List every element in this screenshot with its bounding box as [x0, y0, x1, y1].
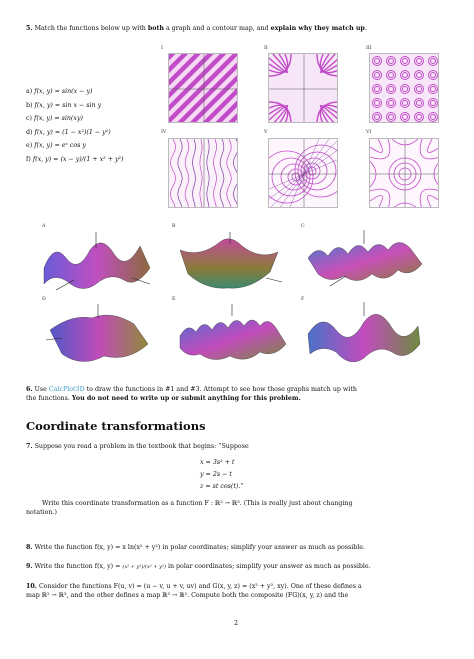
problem-9-text-1: Write the function f(x, y) =	[34, 563, 121, 570]
surface-plot-C	[300, 228, 430, 296]
equation-x: x = 3s² + t	[200, 459, 235, 466]
problem-10-line-2: map ℝ² → ℝ³, and the other defines a map ℝ³ → ℝ². Compute both the composite (FG)(x, y, z) and the	[26, 592, 349, 599]
function-item-b	[26, 102, 124, 116]
problem-5-text-a: Match the functions below up with	[34, 25, 146, 32]
problem-7-para-1: Write this coordinate transformation as a function F : ℝ² → ℝ³. (This is really just about changing	[42, 500, 353, 507]
contour-plot-VI	[369, 138, 439, 208]
contour-plot-I	[168, 53, 238, 123]
contour-label-III: III	[366, 46, 372, 51]
surface-label-F: F	[301, 297, 305, 302]
problem-5-text-d: explain why they match up	[270, 25, 365, 32]
surface-label-B: B	[172, 224, 176, 229]
function-item-f	[26, 156, 124, 170]
problem-9-fraction: (x² + y²)/(x² + y²)	[122, 564, 166, 570]
problem-8-text: Write the function f(x, y) = x ln(x² + y²) in polar coordinates; simplify your answer as much as possible.	[34, 544, 366, 551]
problem-5-text-e: .	[364, 25, 367, 32]
problem-5-text-c: a graph and a contour map, and	[165, 25, 269, 32]
function-item-e	[26, 142, 124, 156]
function-f-expr: f(x, y) = (x − y)/(1 + x² + y²)	[32, 155, 124, 163]
problem-7-line-1	[26, 443, 249, 452]
function-c-label: c)	[26, 115, 32, 123]
contour-label-V: V	[264, 130, 268, 135]
surface-label-A: A	[42, 224, 46, 229]
surface-label-E: E	[172, 297, 176, 302]
problem-6-t1: Use	[34, 386, 47, 393]
function-item-a	[26, 88, 124, 102]
problem-7-text: Suppose you read a problem in the textbook that begins: “Suppose	[34, 443, 249, 450]
function-a-label: a)	[26, 88, 33, 95]
function-e-label: e)	[26, 142, 33, 150]
problem-6-line-1	[26, 386, 357, 395]
function-b-expr: f(x, y) = sin x − sin y	[34, 101, 102, 109]
function-item-c	[26, 115, 124, 129]
contour-plot-II	[268, 53, 338, 123]
surface-plot-D	[36, 300, 158, 372]
problem-8-number: 8.	[26, 544, 33, 551]
contour-plot-III	[369, 53, 439, 123]
problem-6-number: 6.	[26, 386, 33, 393]
problem-9-number: 9.	[26, 563, 33, 570]
problem-10-number: 10.	[26, 583, 37, 590]
surface-plot-A	[36, 228, 156, 296]
problem-6-t3: the functions.	[26, 395, 70, 402]
contour-label-IV: IV	[161, 130, 167, 135]
problem-9	[26, 563, 371, 572]
calcplot3d-link[interactable]: CalcPlot3D	[48, 386, 85, 393]
function-a-expr: f(x, y) = sin(x − y)	[34, 88, 93, 95]
equation-y: y = 2s − t	[200, 471, 232, 478]
contour-plot-IV	[168, 138, 238, 208]
problem-10-text-1: Consider the functions F(u, v) = (u − v, u + v, uv) and G(x, y, z) = (x² + y², xy). One of these defines a	[38, 583, 362, 590]
page-number: 2	[234, 620, 239, 627]
function-e-expr: f(x, y) = eˣ cos y	[34, 142, 86, 150]
section-title: Coordinate transformations	[26, 419, 206, 433]
contour-plot-V	[268, 138, 338, 208]
function-b-label: b)	[26, 101, 33, 109]
surface-label-C: C	[301, 224, 305, 229]
surface-plot-B	[170, 228, 288, 296]
problem-5-number: 5.	[26, 25, 33, 32]
function-item-d	[26, 129, 124, 143]
surface-plot-E	[170, 300, 294, 372]
problem-7-para-2: notation.)	[26, 509, 57, 516]
function-c-expr: f(x, y) = sin(xy)	[34, 115, 83, 123]
contour-label-II: II	[264, 46, 268, 51]
problem-5-text	[26, 25, 367, 34]
surface-plot-F	[300, 300, 428, 372]
function-d-expr: f(x, y) = (1 − x²)(1 − y²)	[34, 128, 111, 136]
function-list	[26, 88, 124, 170]
contour-label-VI: VI	[366, 130, 372, 135]
equation-z: z = st cos(t).”	[200, 483, 244, 490]
surface-label-D: D	[42, 297, 46, 302]
problem-6-line-2	[26, 395, 301, 404]
problem-8	[26, 544, 365, 553]
problem-7-number: 7.	[26, 443, 33, 450]
function-f-label: f)	[26, 155, 31, 163]
problem-6-t2: to draw the functions in #1 and #3. Attempt to see how those graphs match up with	[86, 386, 357, 393]
problem-5-text-b: both	[147, 25, 164, 32]
function-d-label: d)	[26, 128, 33, 136]
contour-label-I: I	[161, 46, 163, 51]
problem-6-t4: You do not need to write up or submit anything for this problem.	[71, 395, 301, 402]
problem-10-line-1	[26, 583, 362, 592]
problem-9-text-2: in polar coordinates; simplify your answer as much as possible.	[167, 563, 371, 570]
